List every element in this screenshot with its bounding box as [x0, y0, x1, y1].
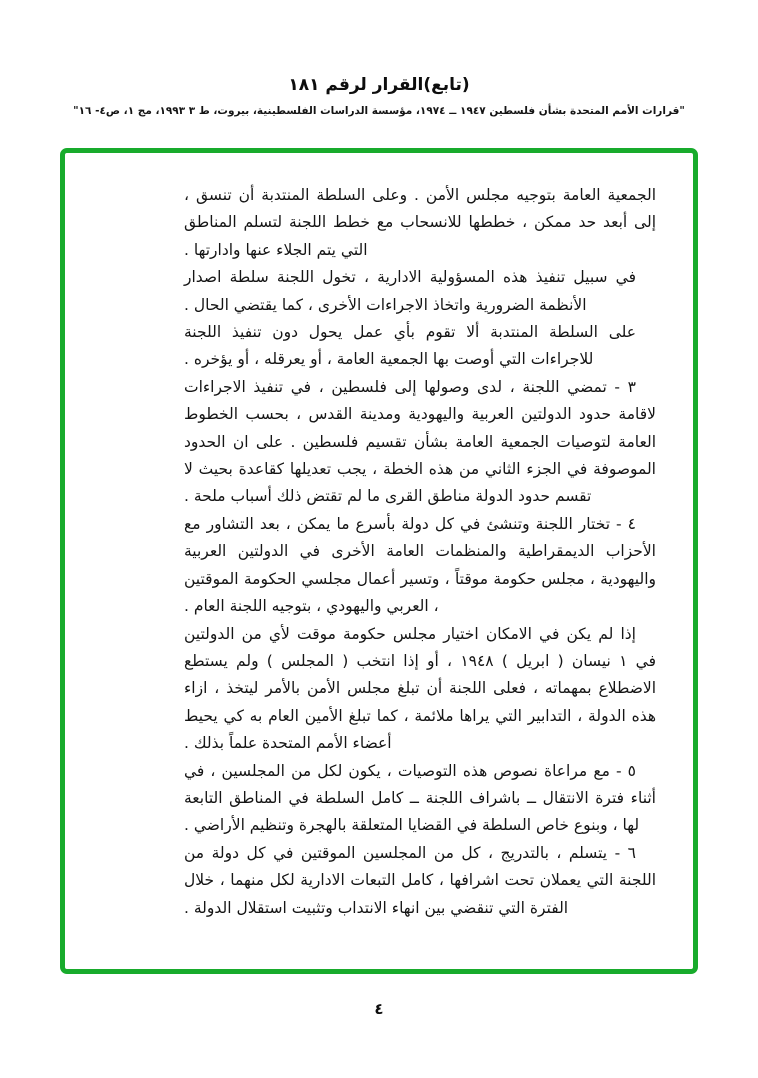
paragraph: على السلطة المنتدبة ألا تقوم بأي عمل يحول دون تنفيذ اللجنة للاجراءات التي أوصت بها الجمعية العامة ، أو يعرقله ، أو يؤخره .	[184, 323, 636, 369]
paragraph: في سبيل تنفيذ هذه المسؤولية الادارية ، تخول اللجنة سلطة اصدار الأنظمة الضرورية واتخاذ الاجراءات الأخرى ، كما يقتضي الحال .	[184, 268, 636, 314]
paragraph: الجمعية العامة بتوجيه مجلس الأمن . وعلى السلطة المنتدبة أن تنسق ، إلى أبعد حد ممكن ، خططها للانسحاب مع خطط اللجنة لتسلم المناطق التي يتم الجلاء عنها وادارتها .	[184, 186, 656, 259]
citation-line: "قرارات الأمم المتحدة بشأن فلسطين ١٩٤٧ ــ ١٩٧٤، مؤسسة الدراسات الفلسطينية، بيروت، ط ٣ ١٩٩٣، مج ١، ص٤- ١٦"	[73, 105, 685, 117]
paragraph: ٤ - تختار اللجنة وتنشئ في كل دولة بأسرع ما يمكن ، بعد التشاور مع الأحزاب الديمقراطية والمنظمات العامة الأخرى في الدولتين العربية واليهودية ، مجلس حكومة موقتاً ، وتسير أعمال مجلسي الحكومة الموقتين ، العربي واليهودي ، بتوجيه اللجنة العام .	[184, 514, 656, 616]
paragraph: إذا لم يكن في الامكان اختيار مجلس حكومة موقت لأي من الدولتين في ١ نيسان ( ابريل ) ١٩٤٨ ، أو إذا انتخب ( المجلس ) ولم يستطع الاضطلاع بمهماته ، فعلى اللجنة أن تبلغ مجلس الأمن بالأمر ليتخذ ، ازاء هذه الدولة ، التدابير التي يراها ملائمة ، كما تبلغ الأمين العام به كي يحيط أعضاء الأمم المتحدة علماً بذلك .	[184, 624, 656, 753]
page-title: (تابع)القرار لرقم ١٨١	[288, 75, 470, 95]
paragraph: ٣ - تمضي اللجنة ، لدى وصولها إلى فلسطين ، في تنفيذ الاجراءات لاقامة حدود الدولتين العربية واليهودية ومدينة القدس ، بحسب الخطوط العامة لتوصيات الجمعية العامة بشأن تقسيم فلسطين . على ان الحدود الموصوفة في الجزء الثاني من هذه الخطة ، يجب تعديلها كقاعدة بحيث لا تقسم حدود الدولة مناطق القرى ما لم تقتض ذلك أسباب ملحة .	[184, 377, 656, 506]
paragraph: ٥ - مع مراعاة نصوص هذه التوصيات ، يكون لكل من المجلسين ، في أثناء فترة الانتقال ــ باشراف اللجنة ــ كامل السلطة في المناطق التابعة لها ، وبنوع خاص السلطة في القضايا المتعلقة بالهجرة وتنظيم الأراضي .	[184, 761, 656, 835]
page-number: ٤	[374, 1000, 384, 1018]
resolution-text-block	[184, 182, 656, 922]
paragraph: ٦ - يتسلم ، بالتدريج ، كل من المجلسين الموقتين في كل دولة من اللجنة التي يعملان تحت اشرافها ، كامل التبعات الادارية لكل منهما ، خلال الفترة التي تنقضي بين انهاء الانتداب وتثبيت استقلال الدولة .	[184, 843, 656, 917]
